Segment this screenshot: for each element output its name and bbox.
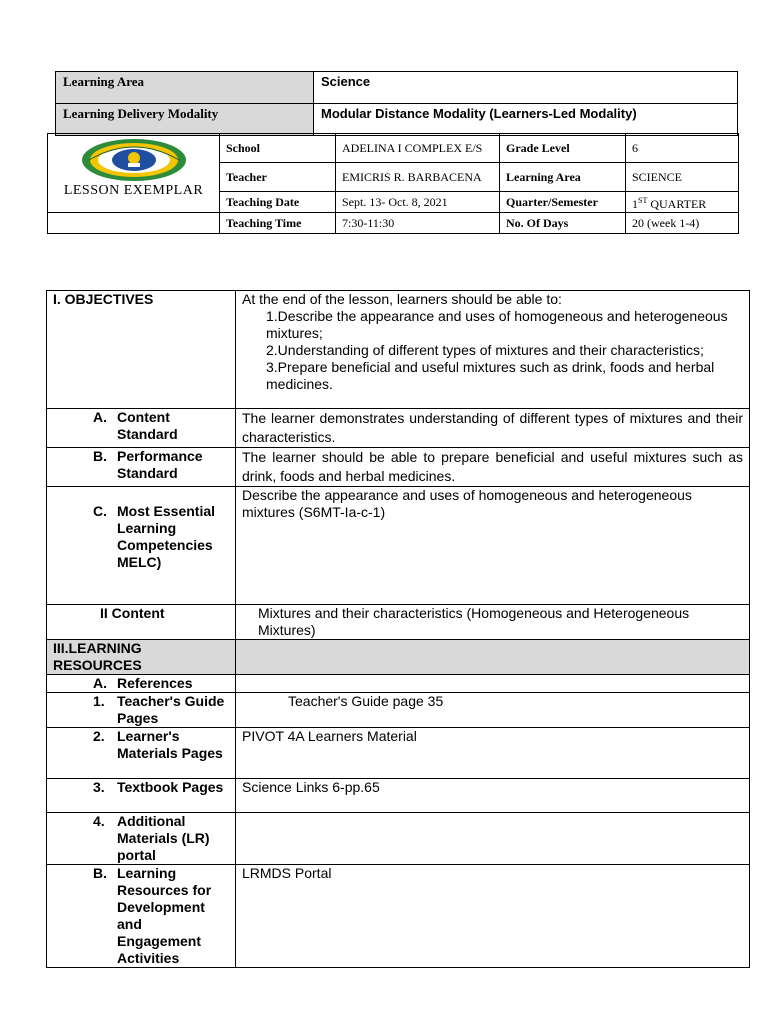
learning-resources-row [47, 640, 750, 675]
content-value: Mixtures and their characteristics (Homogeneous and Heterogeneous Mixtures) [236, 605, 750, 640]
content-row [47, 605, 750, 640]
learning-resources-dev-label: Learning Resources for Development and Engagement Activities [117, 865, 212, 966]
learners-materials-value: PIVOT 4A Learners Material [236, 728, 750, 779]
learning-resources-dev-number: B. [93, 865, 107, 881]
melc-value: Describe the appearance and uses of homogeneous and heterogeneous mixtures (S6MT-Ia-c-1) [236, 487, 750, 605]
references-value [236, 675, 750, 693]
teachers-guide-value: Teacher's Guide page 35 [236, 693, 750, 728]
references-row [47, 675, 750, 693]
learning-area-2-value: SCIENCE [626, 163, 739, 192]
school-seal-logo-icon [54, 138, 213, 182]
learners-materials-row [47, 728, 750, 779]
grade-level-label: Grade Level [500, 134, 626, 163]
days-value: 20 (week 1-4) [626, 213, 739, 234]
exemplar-logo-cell [48, 134, 220, 213]
content-standard-value: The learner demonstrates understanding of different types of mixtures and their characteristics. [236, 409, 750, 448]
teachers-guide-label: Teacher's Guide Pages [117, 693, 225, 726]
additional-materials-row [47, 813, 750, 865]
performance-standard-value: The learner should be able to prepare beneficial and useful mixtures such as drink, foods and herbal medicines. [236, 448, 750, 487]
quarter-value [626, 192, 739, 213]
teachers-guide-number: 1. [93, 693, 105, 709]
content-label: II Content [47, 605, 236, 640]
content-standard-number: A. [93, 409, 107, 425]
quarter-text: QUARTER [647, 196, 707, 211]
teaching-date-value: Sept. 13- Oct. 8, 2021 [336, 192, 500, 213]
lesson-table [46, 290, 750, 968]
teachers-guide-row [47, 693, 750, 728]
objective-item: 1.Describe the appearance and uses of homogeneous and heterogeneous mixtures; [266, 308, 728, 341]
additional-materials-number: 4. [93, 813, 105, 829]
school-value: ADELINA I COMPLEX E/S [336, 134, 500, 163]
objectives-value [236, 291, 750, 409]
header-table [55, 71, 738, 136]
textbook-value: Science Links 6-pp.65 [236, 779, 750, 813]
textbook-label: Textbook Pages [117, 779, 224, 795]
teaching-time-value: 7:30-11:30 [336, 213, 500, 234]
empty-cell [48, 213, 220, 234]
performance-standard-label: Performance Standard [117, 448, 203, 481]
exemplar-title: LESSON EXEMPLAR [63, 183, 204, 198]
teacher-value: EMICRIS R. BARBACENA [336, 163, 500, 192]
content-standard-label: Content Standard [117, 409, 178, 442]
quarter-label: Quarter/Semester [500, 192, 626, 213]
school-label: School [220, 134, 336, 163]
melc-label: Most Essential Learning Competencies MELC) [117, 503, 216, 570]
learning-area-value: Science [314, 72, 738, 104]
references-label: References [117, 675, 193, 691]
days-label: No. Of Days [500, 213, 626, 234]
learners-materials-number: 2. [93, 728, 105, 744]
learning-resources-value [236, 640, 750, 675]
additional-materials-value [236, 813, 750, 865]
exemplar-info-table [47, 133, 739, 234]
delivery-modality-value: Modular Distance Modality (Learners-Led Modality) [314, 104, 738, 136]
references-number: A. [93, 675, 107, 691]
learning-area-label: Learning Area [56, 72, 314, 104]
teaching-time-label: Teaching Time [220, 213, 336, 234]
content-standard-row [47, 409, 750, 448]
delivery-modality-label: Learning Delivery Modality [56, 104, 314, 136]
quarter-suffix: ST [638, 195, 648, 205]
additional-materials-label: Additional Materials (LR) portal [117, 813, 210, 863]
performance-standard-number: B. [93, 448, 107, 464]
melc-row [47, 487, 750, 605]
learning-resources-dev-row [47, 865, 750, 968]
objectives-intro: At the end of the lesson, learners should be able to: [242, 291, 562, 307]
grade-level-value: 6 [626, 134, 739, 163]
learning-resources-label: III.LEARNING RESOURCES [47, 640, 236, 675]
textbook-number: 3. [93, 779, 105, 795]
teacher-label: Teacher [220, 163, 336, 192]
objective-item: 2.Understanding of different types of mixtures and their characteristics; [266, 342, 704, 358]
teaching-date-label: Teaching Date [220, 192, 336, 213]
learners-materials-label: Learner's Materials Pages [117, 728, 223, 761]
objectives-label: I. OBJECTIVES [47, 291, 236, 409]
learning-resources-dev-value: LRMDS Portal [236, 865, 750, 968]
melc-number: C. [93, 503, 107, 519]
learning-area-2-label: Learning Area [500, 163, 626, 192]
objectives-row [47, 291, 750, 409]
textbook-row [47, 779, 750, 813]
performance-standard-row [47, 448, 750, 487]
quarter-number: 1 [632, 196, 638, 211]
objective-item: 3.Prepare beneficial and useful mixtures such as drink, foods and herbal medicines. [266, 359, 715, 392]
